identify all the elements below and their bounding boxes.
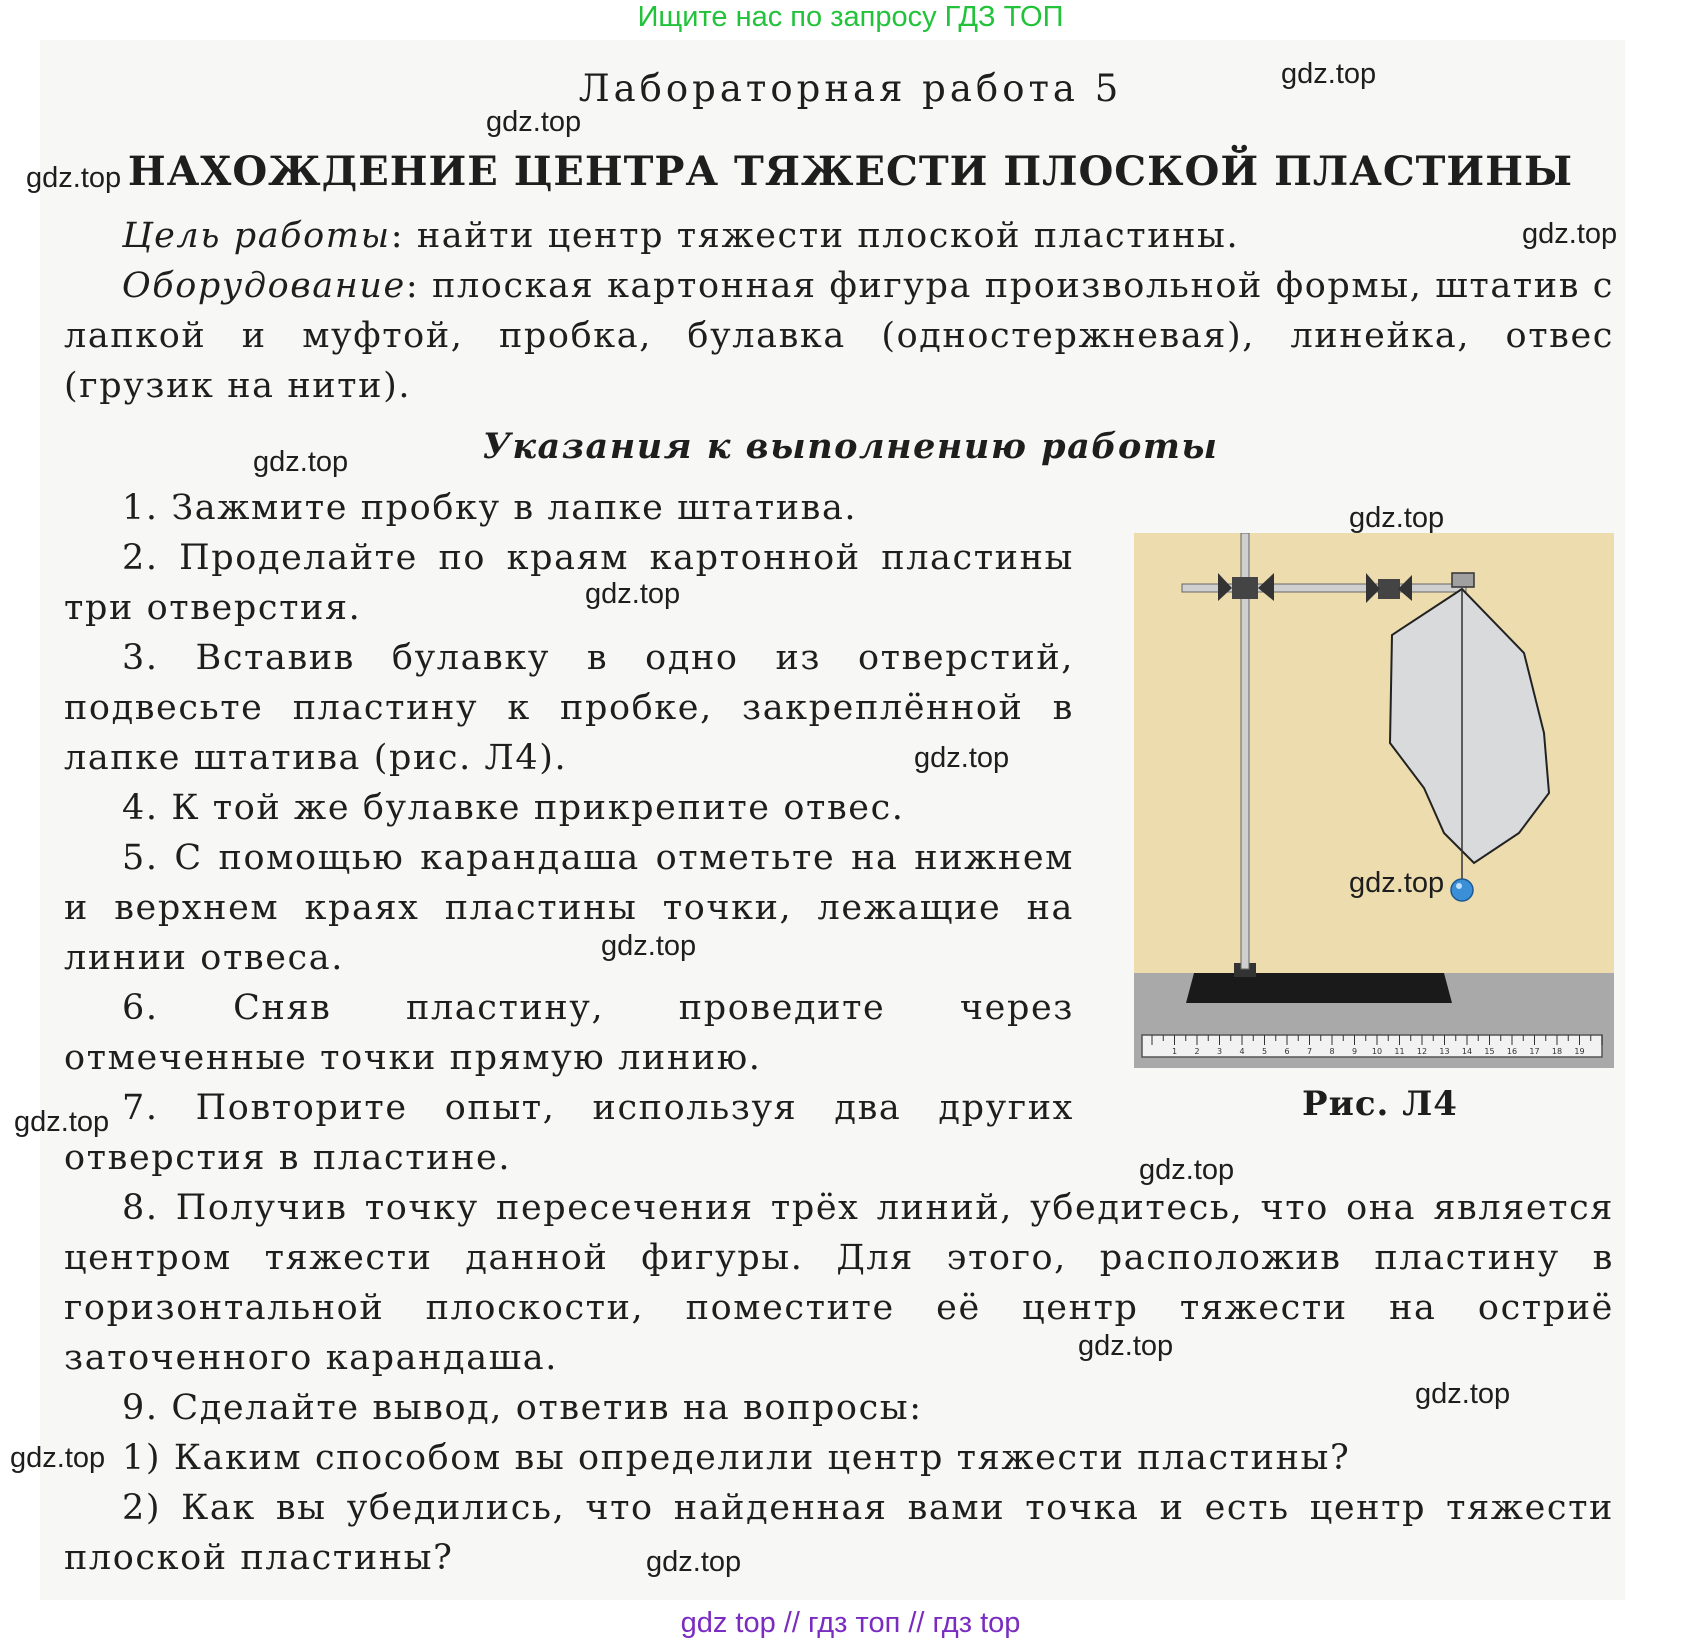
goal-text: : найти центр тяжести плоской пластины. (390, 216, 1240, 256)
ruler-number: 1 (1171, 1047, 1178, 1056)
ruler-number: 16 (1506, 1047, 1518, 1056)
watermark: gdz.top (601, 930, 697, 962)
watermark: gdz.top (486, 106, 582, 138)
watermark: gdz.top (1349, 502, 1445, 534)
ruler-number: 12 (1416, 1047, 1428, 1056)
step-4: 4. К той же булавке прикрепите отвес. (122, 788, 905, 828)
cardboard-plate (1390, 589, 1549, 863)
watermark: gdz.top (10, 1442, 106, 1474)
question-2: 2) Как вы убедились, что найденная вами точка и есть центр тяжести плоской пластины? (64, 1488, 1614, 1578)
equipment-paragraph (64, 261, 1614, 411)
step-2: 2. Проделайте по краям картонной пластины три отверстия. (64, 538, 1074, 628)
watermark: gdz.top (585, 578, 681, 610)
ruler-number: 2 (1194, 1047, 1200, 1056)
watermark: gdz.top (26, 162, 122, 194)
step-5: 5. С помощью карандаша отметьте на нижнем и верхнем краях пластины точки, лежащие на линии отвеса. (64, 838, 1074, 978)
ruler-number: 19 (1574, 1047, 1585, 1056)
ruler-number: 9 (1351, 1047, 1358, 1056)
figure-stand (1134, 533, 1614, 1068)
figure-illustration (1134, 533, 1614, 1068)
ruler-number: 18 (1551, 1047, 1563, 1056)
step-8: 8. Получив точку пересечения трёх линий, убедитесь, что она является центром тяжести данной фигуры. Для этого, расположив пластину в горизонтальной плоскости, поместите её центр тяжести на остриё заточенного карандаша. (64, 1188, 1614, 1378)
ruler-number: 13 (1439, 1047, 1450, 1056)
ruler-number: 10 (1371, 1047, 1383, 1056)
ruler-number: 17 (1529, 1047, 1540, 1056)
step-3: 3. Вставив булавку в одно из отверстий, подвесьте пластину к пробке, закреплённой в лапке штатива (рис. Л4). (64, 638, 1074, 778)
question-1: 1) Каким способом вы определили центр тяжести пластины? (122, 1438, 1351, 1478)
watermark: gdz.top (1139, 1154, 1235, 1186)
ruler-number: 5 (1261, 1047, 1268, 1056)
equipment-text: : плоская картонная фигура произвольной формы, штатив с лапкой и муфтой, пробка, булавка (одностержневая), линейка, отвес (грузик на нити). (64, 266, 1614, 406)
goal-label: Цель работы (122, 216, 391, 256)
ruler-number: 7 (1306, 1047, 1313, 1056)
goal-paragraph (64, 211, 1614, 261)
step-6: 6. Сняв пластину, проведите через отмеченные точки прямую линию. (64, 988, 1074, 1078)
bottom-banner[interactable]: gdz top // гдз топ // гдз top (680, 1607, 1021, 1639)
step-9: 9. Сделайте вывод, ответив на вопросы: (122, 1388, 923, 1428)
ruler-number: 8 (1329, 1047, 1335, 1056)
clamp-muff (1218, 573, 1274, 601)
cork (1452, 573, 1474, 587)
watermark: gdz.top (14, 1106, 110, 1138)
ruler-number: 15 (1484, 1047, 1495, 1056)
clamp-screw (1366, 573, 1412, 603)
watermark: gdz.top (1415, 1378, 1511, 1410)
figure-caption: Рис. Л4 (1302, 1084, 1458, 1124)
page-title: НАХОЖДЕНИЕ ЦЕНТРА ТЯЖЕСТИ ПЛОСКОЙ ПЛАСТИНЫ (127, 148, 1574, 195)
ruler-number: 6 (1284, 1047, 1290, 1056)
watermark: gdz.top (914, 742, 1010, 774)
lab-title: Лабораторная работа 5 (578, 67, 1123, 110)
watermark: gdz.top (1281, 58, 1377, 90)
top-banner[interactable]: Ищите нас по запросу ГДЗ ТОП (637, 1, 1064, 33)
watermark: gdz.top (253, 446, 349, 478)
ruler-number: 14 (1461, 1047, 1473, 1056)
ruler-ticks (1152, 1035, 1602, 1045)
plumb-bob (1451, 879, 1473, 901)
step-1: 1. Зажмите пробку в лапке штатива. (122, 488, 858, 528)
ruler-number: 4 (1239, 1047, 1245, 1056)
watermark: gdz.top (1522, 218, 1618, 250)
step-7: 7. Повторите опыт, используя два других отверстия в пластине. (64, 1088, 1074, 1178)
watermark: gdz.top (1349, 867, 1445, 899)
watermark: gdz.top (1078, 1330, 1174, 1362)
watermark: gdz.top (646, 1546, 742, 1578)
plumb-bob-highlight (1456, 883, 1462, 889)
equipment-label: Оборудование (122, 266, 406, 306)
ruler-number: 3 (1216, 1047, 1223, 1056)
instructions-heading: Указания к выполнению работы (482, 426, 1219, 467)
ruler-number: 11 (1394, 1047, 1405, 1056)
stand-base (1186, 973, 1452, 1003)
